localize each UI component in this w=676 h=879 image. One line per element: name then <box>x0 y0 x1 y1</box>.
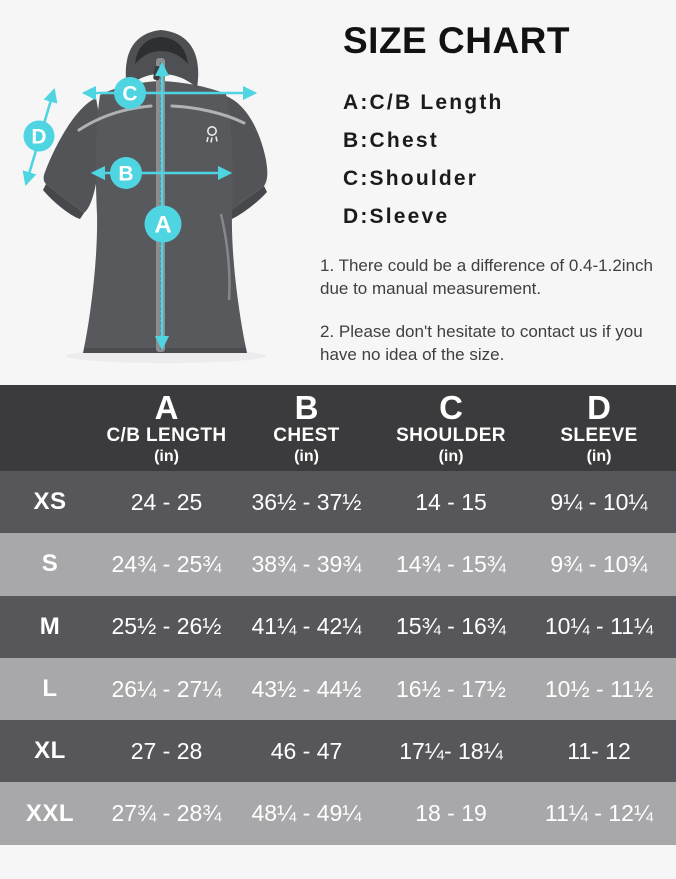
value-cell: 16½ - 17½ <box>396 675 506 702</box>
value-cell: 9¼ - 10¼ <box>550 488 648 515</box>
table-row-l <box>0 658 676 720</box>
value-cell: 11¼ - 12¼ <box>544 800 654 827</box>
header-name: CHEST <box>273 424 340 446</box>
size-chart-table <box>0 385 676 845</box>
size-label: XS <box>33 488 67 516</box>
legend-item-b: B:Chest <box>343 129 439 152</box>
legend-item-c: C:Shoulder <box>343 167 479 190</box>
badge-d-label: D <box>31 125 47 149</box>
value-cell: 18 - 19 <box>415 800 487 827</box>
value-cell: 9¾ - 10¾ <box>550 550 648 577</box>
value-cell: 27¾ - 28¾ <box>111 800 222 827</box>
size-label: L <box>42 675 58 703</box>
value-cell: 25½ - 26½ <box>111 613 222 640</box>
value-cell: 11- 12 <box>567 737 631 764</box>
size-label: XL <box>34 737 66 765</box>
header-col-b <box>233 385 380 471</box>
header-letter: C <box>439 388 463 426</box>
value-cell: 41¼ - 42¼ <box>251 613 362 640</box>
badge-b-label: B <box>118 162 134 186</box>
value-cell: 27 - 28 <box>130 737 203 764</box>
value-cell: 24¾ - 25¾ <box>111 550 222 577</box>
header-col-a <box>100 385 233 471</box>
value-cell: 46 - 47 <box>270 737 343 764</box>
legend-item-d: D:Sleeve <box>343 205 450 228</box>
table-row-m <box>0 596 676 658</box>
value-cell: 26¼ - 27¼ <box>111 675 222 702</box>
value-cell: 14 - 15 <box>415 488 487 515</box>
jacket-measurement-diagram <box>0 0 320 385</box>
size-guide-top-section <box>0 0 676 385</box>
value-cell: 14¾ - 15¾ <box>396 550 506 577</box>
page-title: SIZE CHART <box>343 20 570 61</box>
value-cell: 15¾ - 16¾ <box>396 613 506 640</box>
badge-c-label: C <box>122 82 138 106</box>
value-cell: 24 - 25 <box>130 488 203 515</box>
value-cell: 43½ - 44½ <box>251 675 362 702</box>
value-cell: 10½ - 11½ <box>544 675 654 702</box>
size-label: S <box>41 550 59 578</box>
header-name: C/B LENGTH <box>106 424 227 446</box>
table-row-xs <box>0 471 676 533</box>
header-unit: (in) <box>294 447 319 465</box>
measurement-legend <box>343 84 674 236</box>
header-unit: (in) <box>154 447 179 465</box>
header-letter: A <box>154 388 179 426</box>
table-row-s <box>0 533 676 595</box>
table-header-row <box>0 385 676 471</box>
table-row-xxl <box>0 782 676 844</box>
note-1: 1. There could be a difference of 0.4-1.2inch due to manual measurement. <box>320 256 653 299</box>
size-label: XXL <box>25 799 75 827</box>
header-letter: D <box>587 388 611 426</box>
value-cell: 38¾ - 39¾ <box>251 550 362 577</box>
value-cell: 10¼ - 11¼ <box>544 613 654 640</box>
size-label: M <box>39 612 61 640</box>
table-row-xl <box>0 720 676 782</box>
size-chart-info-panel <box>318 20 674 386</box>
header-size-column <box>0 385 100 471</box>
header-name: SHOULDER <box>396 424 506 446</box>
header-letter: B <box>294 388 319 426</box>
value-cell: 17¼- 18¼ <box>399 737 503 764</box>
header-name: SLEEVE <box>560 424 638 446</box>
note-2: 2. Please don't hesitate to contact us if you have no idea of the size. <box>320 321 643 365</box>
header-col-d <box>522 385 676 471</box>
header-unit: (in) <box>438 447 464 465</box>
measurement-notes <box>320 254 674 367</box>
jacket-illustration <box>0 0 320 385</box>
legend-item-a: A:C/B Length <box>343 91 504 114</box>
badge-a-label: A <box>154 211 172 239</box>
value-cell: 36½ - 37½ <box>251 488 362 515</box>
value-cell: 48¼ - 49¼ <box>251 800 362 827</box>
header-col-c <box>380 385 522 471</box>
header-unit: (in) <box>586 447 612 465</box>
